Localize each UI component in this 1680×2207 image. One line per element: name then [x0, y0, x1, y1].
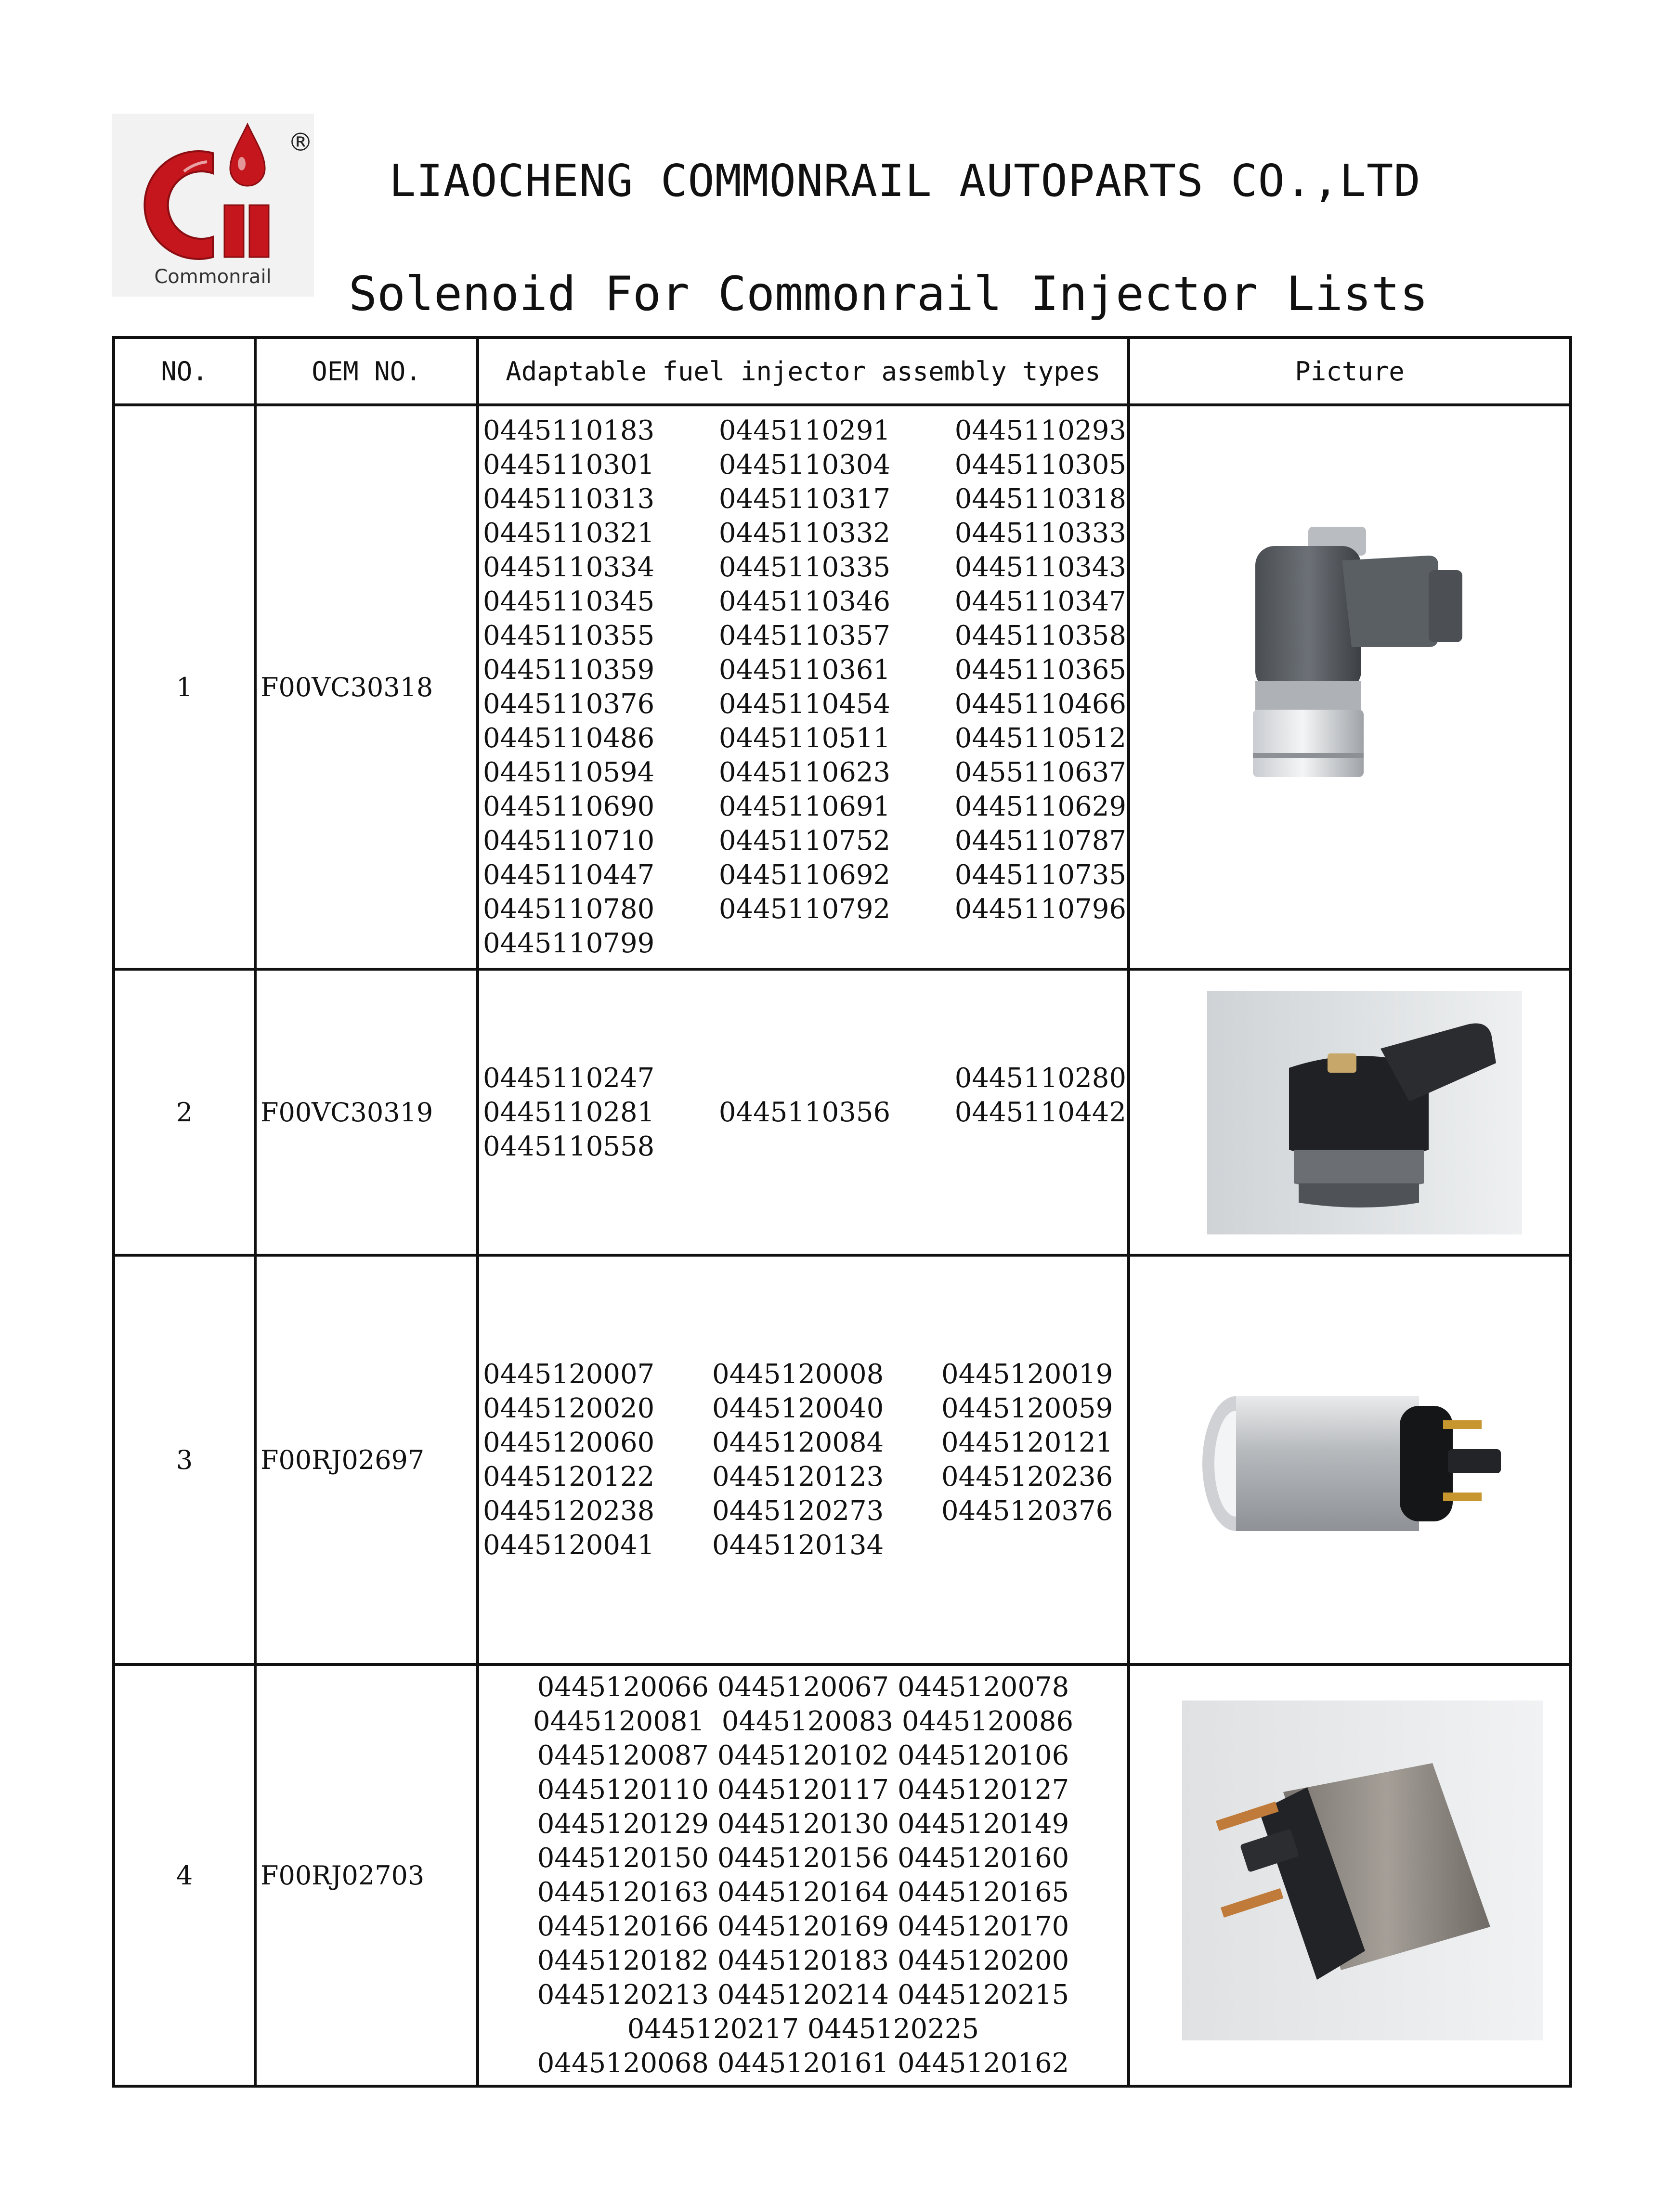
- injector-code-row: 0445120110 0445120117 0445120127: [537, 1774, 1069, 1805]
- table-header-row: [114, 338, 1571, 405]
- table-row: [114, 405, 1571, 969]
- injector-code-row: 0445120217 0445120225: [627, 2013, 979, 2045]
- injector-code: 0445110343: [954, 552, 1126, 583]
- injector-code: 0455110637: [954, 757, 1126, 788]
- injector-code: 0445110358: [954, 620, 1126, 651]
- injector-code: 0445110792: [718, 894, 891, 925]
- injector-code: 0445110183: [483, 415, 655, 446]
- injector-code: 0445110692: [718, 859, 891, 891]
- injector-code: 0445110305: [954, 449, 1126, 480]
- injector-code-row: 0445120068 0445120161 0445120162: [537, 2048, 1069, 2079]
- injector-code: 0445110357: [718, 620, 891, 651]
- injector-code-row: [483, 1426, 1126, 1460]
- injector-code-row: [483, 619, 1126, 653]
- injector-code: 0445110347: [954, 586, 1126, 617]
- injector-code: 0445120273: [712, 1495, 884, 1527]
- injector-code-row: [483, 1129, 1126, 1164]
- injector-code-row: [483, 824, 1126, 858]
- injector-code: 0445120121: [941, 1427, 1113, 1458]
- injector-code-row: [483, 1357, 1126, 1391]
- picture-cell: [1129, 1664, 1571, 2086]
- injector-code: 0445120008: [712, 1359, 884, 1390]
- column-header-no: NO.: [114, 338, 255, 405]
- injector-code-row: [483, 1528, 1126, 1562]
- injector-code-row: [483, 721, 1126, 755]
- injector-code: 0445110691: [718, 791, 891, 822]
- injector-codes-cell: [478, 969, 1129, 1255]
- oem-number: F00RJ02703: [255, 1664, 478, 2086]
- table-row: [114, 1255, 1571, 1664]
- injector-code-list: [479, 1061, 1127, 1164]
- injector-code-row: [483, 858, 1126, 892]
- injector-code: 0445110376: [483, 688, 655, 720]
- injector-code: 0445110359: [483, 654, 655, 686]
- injector-code: [728, 926, 972, 961]
- column-header-oem: OEM NO.: [255, 338, 478, 405]
- injector-code: 0445110466: [954, 688, 1126, 720]
- injector-code-list: [479, 414, 1127, 961]
- picture-cell: [1129, 405, 1571, 969]
- injector-code: 0445120020: [483, 1393, 655, 1424]
- injector-codes-cell: [478, 1255, 1129, 1664]
- injector-code-row: [483, 926, 1126, 961]
- injector-code: 0445110735: [954, 859, 1126, 891]
- injector-codes-cell: [478, 1664, 1129, 2086]
- table-row: [114, 1664, 1571, 2086]
- injector-code-row: [483, 550, 1126, 584]
- document-title: Solenoid For Commonrail Injector Lists: [349, 267, 1429, 322]
- row-number: 4: [114, 1664, 255, 2086]
- injector-code: 0445120236: [941, 1461, 1113, 1493]
- injector-code: 0445110780: [483, 894, 655, 925]
- logo-text: Commonrail: [154, 266, 272, 288]
- injector-code: 0445110799: [483, 928, 655, 959]
- oem-number: F00VC30319: [255, 969, 478, 1255]
- injector-code: 0445120060: [483, 1427, 655, 1458]
- injector-code-row: [483, 653, 1126, 687]
- injector-code: 0445110629: [954, 791, 1126, 822]
- injector-code: 0445110710: [483, 825, 655, 857]
- row-number: 2: [114, 969, 255, 1255]
- injector-code: 0445120084: [712, 1427, 884, 1458]
- injector-code: 0445110787: [954, 825, 1126, 857]
- injector-code: 0445110291: [718, 415, 891, 446]
- oem-number: F00VC30318: [255, 405, 478, 969]
- registered-trademark-icon: ®: [288, 128, 313, 157]
- injector-code-row: [483, 448, 1126, 482]
- picture-cell: [1129, 1255, 1571, 1664]
- injector-code-row: [483, 516, 1126, 550]
- injector-code: 0445110280: [954, 1062, 1126, 1094]
- injector-code-row: [483, 482, 1126, 516]
- injector-code: 0445110365: [954, 654, 1126, 686]
- solenoid-photo-3: [1193, 1377, 1511, 1550]
- injector-code-row: 0445120087 0445120102 0445120106: [537, 1740, 1069, 1771]
- solenoid-photo-2: [1207, 991, 1522, 1234]
- injector-code: 0445110752: [718, 825, 891, 857]
- injector-code: 0445110355: [483, 620, 655, 651]
- injector-code: 0445110317: [718, 483, 891, 515]
- injector-code: 0445110334: [483, 552, 655, 583]
- injector-code: 0445110321: [483, 518, 655, 549]
- injector-code: 0445110486: [483, 723, 655, 754]
- injector-code: 0445110318: [954, 483, 1126, 515]
- injector-code: 0445110301: [483, 449, 655, 480]
- injector-code: 0445120376: [941, 1495, 1113, 1527]
- injector-code: 0445120059: [941, 1393, 1113, 1424]
- injector-codes-cell: [478, 405, 1129, 969]
- injector-code: 0445120040: [712, 1393, 884, 1424]
- injector-code-row: 0445120213 0445120214 0445120215: [537, 1979, 1069, 2011]
- column-header-picture: Picture: [1129, 338, 1571, 405]
- injector-code: 0445120122: [483, 1461, 655, 1493]
- injector-code-row: [483, 1095, 1126, 1129]
- injector-code: 0445120238: [483, 1495, 655, 1527]
- injector-code: 0445110558: [483, 1130, 655, 1162]
- injector-code-row: 0445120182 0445120183 0445120200: [537, 1945, 1069, 1976]
- injector-code: 0445120019: [941, 1359, 1113, 1390]
- row-number: 3: [114, 1255, 255, 1664]
- injector-code: 0445110332: [718, 518, 891, 549]
- injector-code-row: 0445120150 0445120156 0445120160: [537, 1843, 1069, 1874]
- injector-code-row: [483, 584, 1126, 619]
- injector-code-row: [483, 1061, 1126, 1095]
- injector-code: 0445110796: [954, 894, 1126, 925]
- injector-code-list: [479, 1670, 1127, 2080]
- injector-code: 0445110690: [483, 791, 655, 822]
- injector-code: [728, 1129, 972, 1164]
- injector-code: 0445110442: [954, 1096, 1126, 1128]
- injector-code: 0445110594: [483, 757, 655, 788]
- injector-code: 0445110361: [718, 654, 891, 686]
- injector-code-row: [483, 687, 1126, 721]
- picture-cell: [1129, 969, 1571, 1255]
- injector-code-row: [483, 1460, 1126, 1494]
- injector-code: 0445110512: [954, 723, 1126, 754]
- injector-code-row: 0445120163 0445120164 0445120165: [537, 1877, 1069, 1908]
- table-row: [114, 969, 1571, 1255]
- injector-code-row: [483, 414, 1126, 448]
- injector-code: 0445110346: [718, 586, 891, 617]
- injector-code-row: [483, 1494, 1126, 1528]
- injector-code: [719, 1061, 955, 1095]
- injector-code-row: [483, 892, 1126, 926]
- injector-code: 0445110447: [483, 859, 655, 891]
- injector-code: 0445110281: [483, 1096, 655, 1128]
- injector-code: 0445120123: [712, 1461, 884, 1493]
- injector-code: 0445110247: [483, 1062, 655, 1094]
- injector-code-row: [483, 790, 1126, 824]
- column-header-types: Adaptable fuel injector assembly types: [478, 338, 1129, 405]
- injector-code: 0445120007: [483, 1359, 655, 1390]
- injector-code: 0445110454: [718, 688, 891, 720]
- injector-code-row: [483, 1391, 1126, 1426]
- company-logo: [112, 114, 314, 297]
- injector-code-row: 0445120066 0445120067 0445120078: [537, 1672, 1069, 1703]
- injector-code: 0445110511: [718, 723, 891, 754]
- injector-code-row: [483, 755, 1126, 790]
- injector-code: 0445110313: [483, 483, 655, 515]
- oem-number: F00RJ02697: [255, 1255, 478, 1664]
- injector-code: 0445110623: [718, 757, 891, 788]
- company-name: LIAOCHENG COMMONRAIL AUTOPARTS CO.,LTD: [389, 155, 1421, 207]
- injector-code: 0445110335: [718, 552, 891, 583]
- injector-code-row: 0445120129 0445120130 0445120149: [537, 1808, 1069, 1840]
- injector-code: 0445110345: [483, 586, 655, 617]
- injector-code-list: [479, 1357, 1127, 1562]
- injector-code: 0445110333: [954, 518, 1126, 549]
- solenoid-photo-1: [1226, 527, 1477, 796]
- row-number: 1: [114, 405, 255, 969]
- solenoid-photo-4: [1182, 1701, 1543, 2040]
- injector-code: 0445120134: [712, 1530, 884, 1561]
- injector-code: 0445110304: [718, 449, 891, 480]
- injector-code-row: 0445120081 0445120083 0445120086: [533, 1706, 1074, 1737]
- injector-code: 0445110293: [954, 415, 1126, 446]
- injector-code: 0445120041: [483, 1530, 655, 1561]
- injector-code-row: 0445120166 0445120169 0445120170: [537, 1911, 1069, 1942]
- solenoid-table: [112, 336, 1572, 2088]
- injector-code: 0445110356: [718, 1096, 891, 1128]
